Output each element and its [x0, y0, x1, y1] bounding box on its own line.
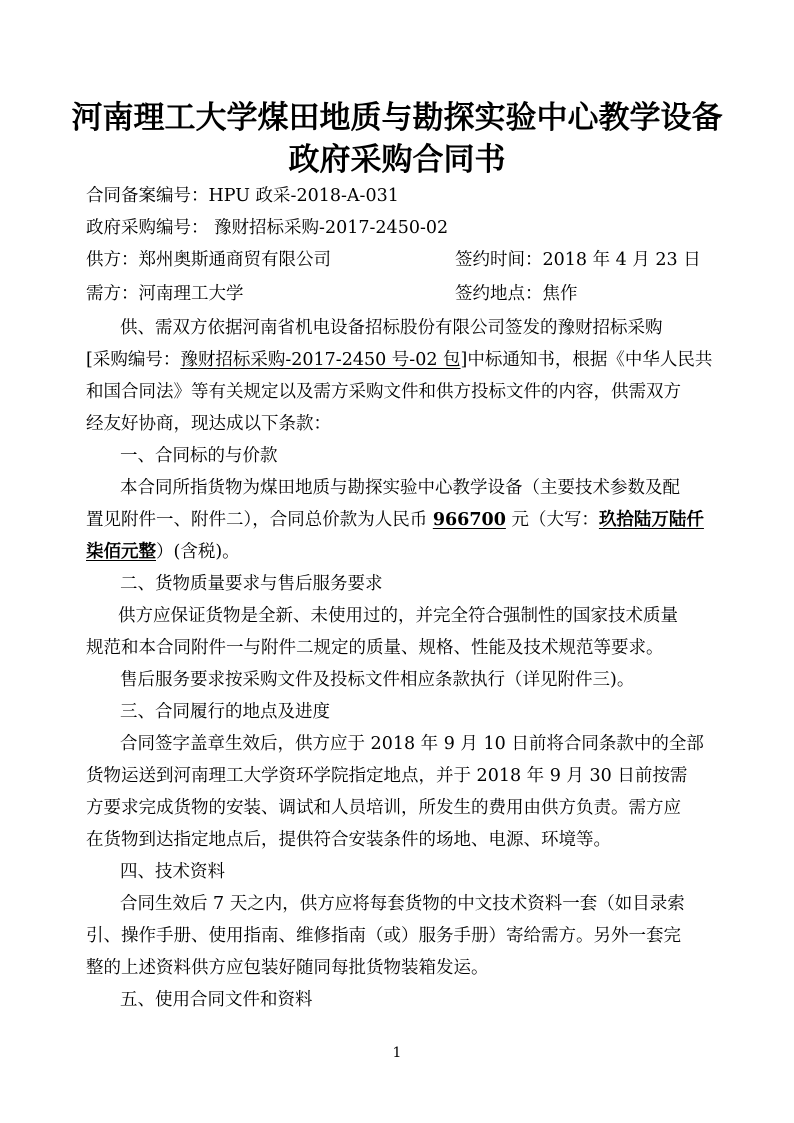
- sign-time: 签约时间：2018 年 4 月 23 日: [455, 250, 701, 270]
- section-2-line-3: 售后服务要求按采购文件及投标文件相应条款执行（详见附件三)。: [120, 670, 635, 690]
- intro-line-2-a: [采购编号：: [86, 350, 181, 370]
- intro-line-2: [86, 348, 712, 372]
- section-3-line-2: 货物运送到河南理工大学资环学院指定地点，并于 2018 年 9 月 30 日前按需: [86, 766, 688, 786]
- intro-line-2-b: ]中标通知书，根据《中华人民共: [460, 350, 713, 370]
- sign-place: 签约地点：焦作: [455, 284, 578, 304]
- amount-in-words-part1: 玖拾陆万陆仟: [598, 510, 704, 530]
- document-title-line1: 河南理工大学煤田地质与勘探实验中心教学设备: [71, 100, 723, 136]
- section-4-line-3: 整的上述资料供方应包装好随同每批货物装箱发运。: [86, 958, 489, 978]
- section-1-line-1: 本合同所指货物为煤田地质与勘探实验中心教学设备（主要技术参数及配: [120, 478, 680, 498]
- section-2-line-2: 规范和本合同附件一与附件二规定的质量、规格、性能及技术规范等要求。: [86, 638, 664, 658]
- section-2-line-1: 供方应保证货物是全新、未使用过的，并完全符合强制性的国家技术质量: [118, 606, 678, 626]
- buyer-line: 需方：河南理工大学: [86, 284, 244, 304]
- section-4-heading: 四、技术资料: [120, 862, 225, 882]
- section-1-line-2: [86, 508, 704, 532]
- filing-number: 合同备案编号：HPU 政采-2018-A-031: [86, 186, 399, 206]
- section-1-line-3: [86, 540, 240, 564]
- supplier-line: 供方：郑州奥斯通商贸有限公司: [86, 250, 331, 270]
- page-number: 1: [392, 1045, 402, 1061]
- section-4-line-1: 合同生效后 7 天之内，供方应将每套货物的中文技术资料一套（如目录索: [120, 894, 685, 914]
- section-4-line-2: 引、操作手册、使用指南、维修指南（或）服务手册）寄给需方。另外一套完: [86, 926, 681, 946]
- section-3-line-3: 方要求完成货物的安装、调试和人员培训，所发生的费用由供方负责。需方应: [86, 798, 681, 818]
- intro-line-4: 经友好协商，现达成以下条款：: [86, 414, 331, 434]
- amount-in-words-part2: 柒佰元整: [86, 542, 156, 562]
- section-1-line-2-b: 元（大写：: [505, 510, 599, 530]
- section-5-heading: 五、使用合同文件和资料: [120, 990, 313, 1010]
- intro-line-3: 和国合同法》等有关规定以及需方采购文件和供方投标文件的内容，供需双方: [86, 382, 681, 402]
- intro-line-1: 供、需双方依据河南省机电设备招标股份有限公司签发的豫财招标采购: [120, 318, 663, 338]
- document-title-line2: 政府采购合同书: [288, 142, 506, 178]
- section-3-line-4: 在货物到达指定地点后，提供符合安装条件的场地、电源、环境等。: [86, 830, 611, 850]
- total-amount: 966700: [432, 510, 506, 530]
- section-3-heading: 三、合同履行的地点及进度: [120, 702, 330, 722]
- section-1-line-2-a: 置见附件一、附件二），合同总价款为人民币: [86, 510, 433, 530]
- section-1-heading: 一、合同标的与价款: [120, 446, 278, 466]
- procurement-package-ref: 豫财招标采购-2017-2450 号-02 包: [180, 350, 461, 370]
- procurement-number: 政府采购编号： 豫财招标采购-2017-2450-02: [86, 218, 449, 238]
- section-1-line-3-b: ）(含税)。: [156, 542, 240, 562]
- section-3-line-1: 合同签字盖章生效后，供方应于 2018 年 9 月 10 日前将合同条款中的全部: [120, 734, 704, 754]
- section-2-heading: 二、货物质量要求与售后服务要求: [120, 574, 383, 594]
